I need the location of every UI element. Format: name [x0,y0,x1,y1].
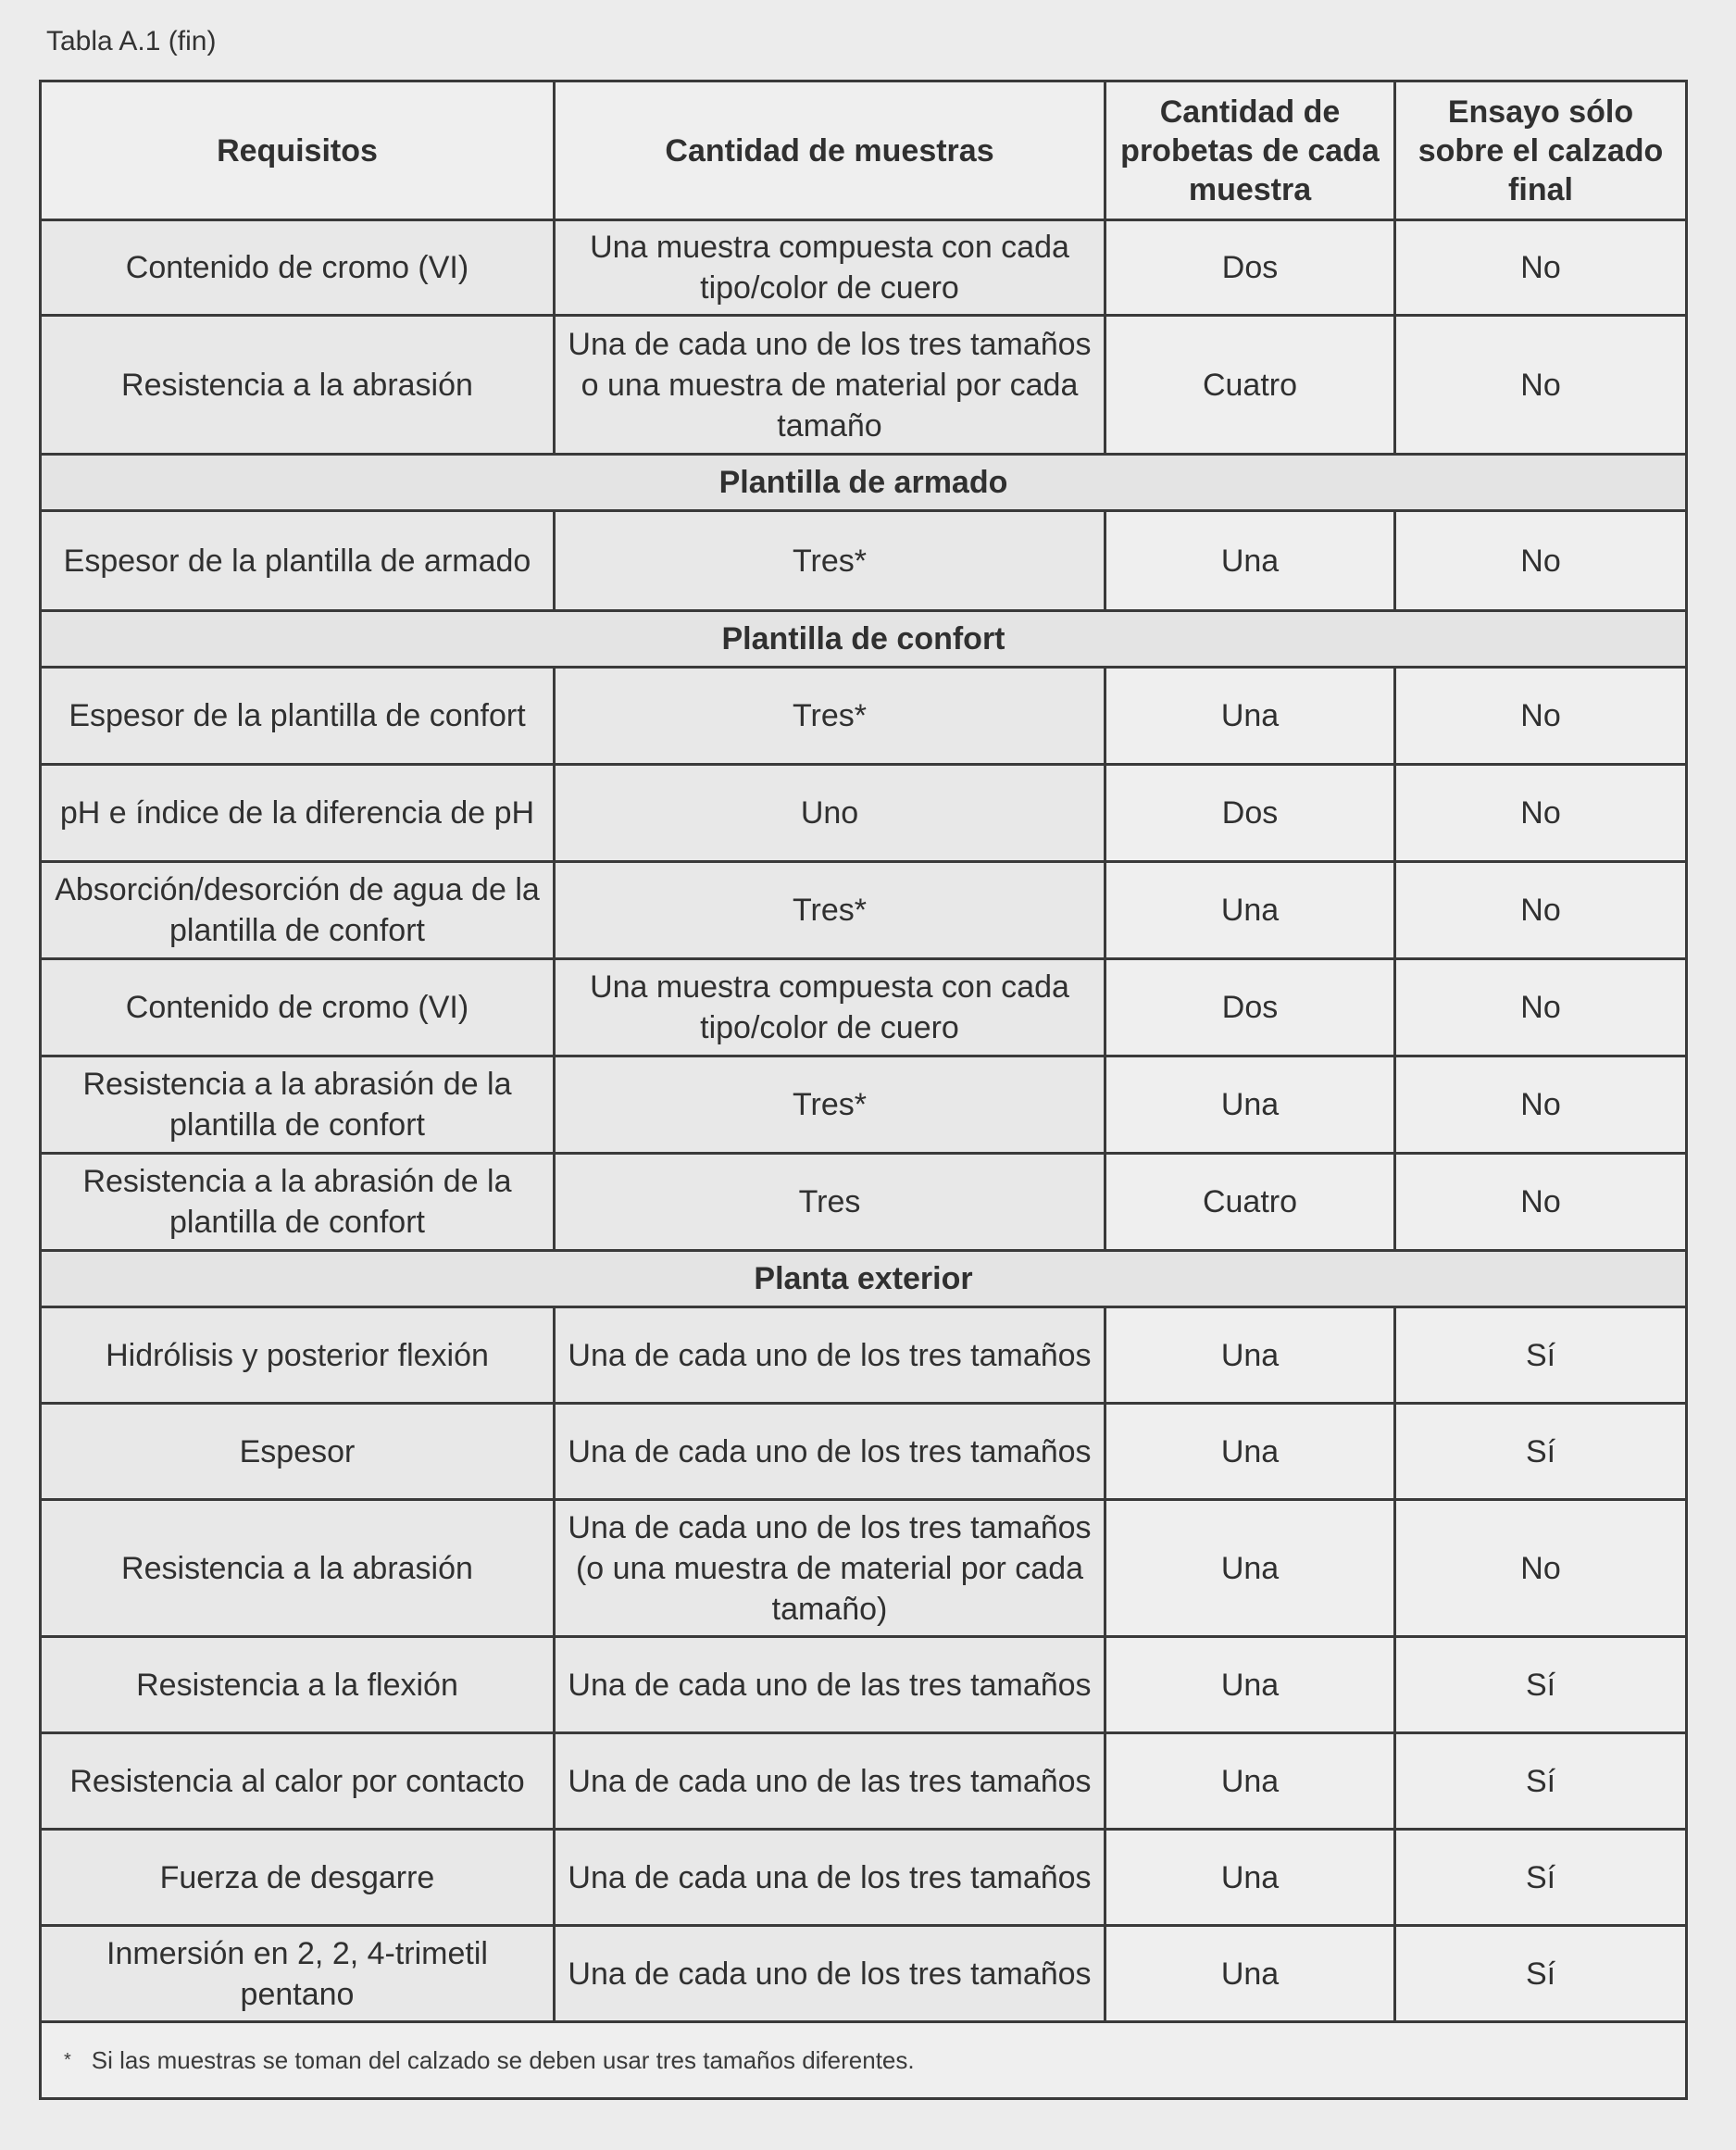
cell-ensayo: No [1395,668,1687,765]
section-title: Plantilla de confort [41,611,1687,668]
cell-muestras: Una de cada uno de los tres tamaños [555,1404,1105,1500]
table-row [41,959,1687,1056]
cell-probetas: Una [1105,862,1395,959]
cell-ensayo: No [1395,1056,1687,1154]
cell-muestras: Una de cada uno de las tres tamaños [555,1733,1105,1830]
cell-probetas: Dos [1105,959,1395,1056]
table-row [41,1056,1687,1154]
cell-requisito: Espesor de la plantilla de confort [41,668,555,765]
table-row [41,220,1687,316]
cell-probetas: Una [1105,511,1395,611]
section-title: Planta exterior [41,1251,1687,1307]
cell-muestras: Una de cada uno de los tres tamaños [555,1307,1105,1404]
cell-muestras: Una de cada una de los tres tamaños [555,1830,1105,1926]
cell-ensayo: Sí [1395,1733,1687,1830]
cell-ensayo: No [1395,862,1687,959]
table-caption: Tabla A.1 (fin) [46,26,217,56]
cell-ensayo: No [1395,765,1687,862]
table-row [41,1154,1687,1251]
cell-ensayo: No [1395,1500,1687,1637]
cell-probetas: Una [1105,1926,1395,2022]
header-requisitos: Requisitos [41,81,555,220]
header-cantidad-muestras: Cantidad de muestras [555,81,1105,220]
cell-ensayo: No [1395,959,1687,1056]
cell-requisito: Resistencia a la abrasión de la plantilla de confort [41,1056,555,1154]
cell-muestras: Uno [555,765,1105,862]
cell-probetas: Una [1105,668,1395,765]
cell-ensayo: No [1395,1154,1687,1251]
cell-requisito: Absorción/desorción de agua de la plantilla de confort [41,862,555,959]
cell-ensayo: No [1395,220,1687,316]
footnote [41,2022,1687,2099]
cell-requisito: Contenido de cromo (VI) [41,220,555,316]
cell-probetas: Cuatro [1105,1154,1395,1251]
section-header-plantilla-armado [41,455,1687,511]
cell-ensayo: Sí [1395,1830,1687,1926]
header-ensayo-calzado-final: Ensayo sólo sobre el calzado final [1395,81,1687,220]
table-row [41,1307,1687,1404]
table-row [41,1500,1687,1637]
cell-requisito: Resistencia al calor por contacto [41,1733,555,1830]
cell-muestras: Tres [555,1154,1105,1251]
cell-probetas: Dos [1105,765,1395,862]
table-row [41,511,1687,611]
table-row [41,765,1687,862]
table-row [41,1733,1687,1830]
table-row [41,316,1687,455]
cell-requisito: Espesor de la plantilla de armado [41,511,555,611]
cell-probetas: Una [1105,1307,1395,1404]
cell-muestras: Tres* [555,862,1105,959]
header-cantidad-probetas: Cantidad de probetas de cada muestra [1105,81,1395,220]
cell-muestras: Una de cada uno de los tres tamaños [555,1926,1105,2022]
cell-muestras: Tres* [555,668,1105,765]
table-row [41,668,1687,765]
cell-muestras: Una muestra compuesta con cada tipo/color de cuero [555,959,1105,1056]
cell-probetas: Una [1105,1733,1395,1830]
section-header-plantilla-confort [41,611,1687,668]
cell-probetas: Una [1105,1404,1395,1500]
cell-probetas: Cuatro [1105,316,1395,455]
cell-probetas: Una [1105,1637,1395,1733]
cell-ensayo: Sí [1395,1637,1687,1733]
footnote-row [41,2022,1687,2099]
footnote-text: Si las muestras se toman del calzado se deben usar tres tamaños diferentes. [91,2046,915,2074]
cell-ensayo: Sí [1395,1926,1687,2022]
cell-ensayo: Sí [1395,1307,1687,1404]
cell-muestras: Una muestra compuesta con cada tipo/color de cuero [555,220,1105,316]
cell-muestras: Tres* [555,1056,1105,1154]
table-row [41,1404,1687,1500]
cell-muestras: Tres* [555,511,1105,611]
section-title: Plantilla de armado [41,455,1687,511]
cell-requisito: Resistencia a la abrasión [41,316,555,455]
table-row [41,1637,1687,1733]
cell-requisito: Inmersión en 2, 2, 4-trimetil pentano [41,1926,555,2022]
cell-muestras: Una de cada uno de las tres tamaños [555,1637,1105,1733]
cell-probetas: Una [1105,1500,1395,1637]
cell-ensayo: No [1395,316,1687,455]
footnote-mark: * [64,2050,71,2070]
cell-requisito: Fuerza de desgarre [41,1830,555,1926]
cell-requisito: Hidrólisis y posterior flexión [41,1307,555,1404]
cell-requisito: pH e índice de la diferencia de pH [41,765,555,862]
table-row [41,862,1687,959]
table-row [41,1830,1687,1926]
section-header-planta-exterior [41,1251,1687,1307]
cell-requisito: Contenido de cromo (VI) [41,959,555,1056]
cell-ensayo: No [1395,511,1687,611]
cell-probetas: Una [1105,1056,1395,1154]
cell-requisito: Resistencia a la flexión [41,1637,555,1733]
cell-muestras: Una de cada uno de los tres tamaños (o una muestra de material por cada tamaño) [555,1500,1105,1637]
table-row [41,1926,1687,2022]
cell-requisito: Espesor [41,1404,555,1500]
requirements-table [39,80,1688,2100]
cell-probetas: Dos [1105,220,1395,316]
cell-ensayo: Sí [1395,1404,1687,1500]
cell-probetas: Una [1105,1830,1395,1926]
cell-muestras: Una de cada uno de los tres tamaños o una muestra de material por cada tamaño [555,316,1105,455]
cell-requisito: Resistencia a la abrasión [41,1500,555,1637]
cell-requisito: Resistencia a la abrasión de la plantilla de confort [41,1154,555,1251]
